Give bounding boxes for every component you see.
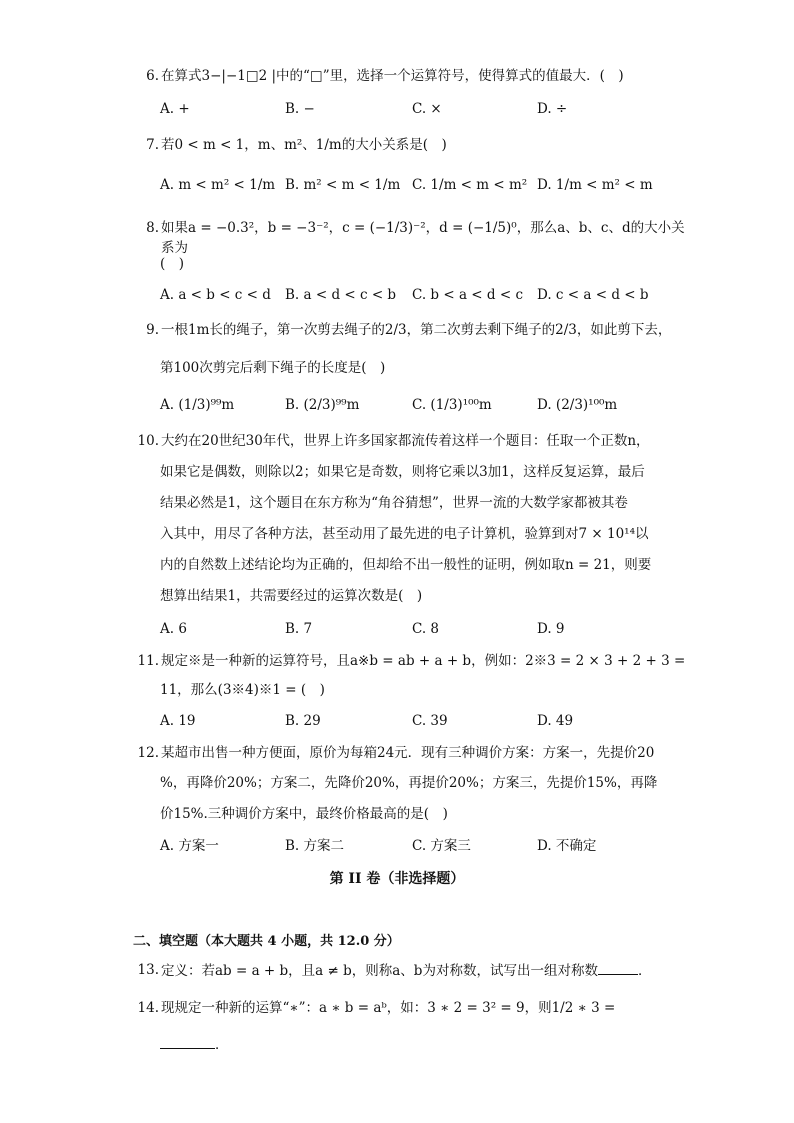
question-number: 11. — [137, 653, 159, 669]
question-number: 9. — [146, 322, 159, 338]
option-c: C. 方案三 — [412, 838, 471, 854]
question-text-cont: %，再降价20%；方案二，先降价20%，再提价20%；方案三，先提价15%，再降 — [160, 775, 658, 791]
question-text-cont: 如果它是偶数，则除以2；如果它是奇数，则将它乘以3加1，这样反复运算，最后 — [160, 464, 645, 480]
question-text: 在算式3−|−1□2 |中的“□”里，选择一个运算符号，使得算式的值最大．( ) — [161, 68, 624, 84]
question-line — [161, 960, 691, 981]
question-text: 大约在20世纪30年代，世界上许多国家都流传着这样一个题目：任取一个正数n， — [161, 433, 650, 449]
option-b: B. 方案二 — [285, 838, 345, 854]
question-number: 10. — [137, 433, 159, 449]
option-a: A. a < b < c < d — [160, 287, 271, 303]
question-text: 规定※是一种新的运算符号，且a※b = ab + a + b，例如：2※3 = 2 × 3 + 2 + 3 = — [161, 653, 686, 669]
option-b: B. 7 — [285, 621, 313, 637]
question-text-cont: 内的自然数上述结论均为正确的，但却给不出一般性的证明，例如取n = 21，则要 — [160, 557, 652, 573]
option-a: A. 6 — [160, 621, 187, 637]
question-text: 若0 < m < 1，m、m²、1/m的大小关系是( ) — [161, 137, 447, 153]
question-text: 某超市出售一种方便面，原价为每箱24元．现有三种调价方案：方案一，先提价20 — [161, 745, 655, 761]
question-text-cont: 11，那么(3※4)※1 = ( ) — [160, 682, 325, 698]
section-heading: 二、填空题（本大题共 4 小题，共 12.0 分） — [133, 934, 400, 949]
option-b: B. m² < m < 1/m — [285, 177, 401, 193]
option-d: D. 1/m < m² < m — [537, 177, 653, 193]
option-a: A. 19 — [160, 713, 196, 729]
option-c: C. 8 — [412, 621, 440, 637]
question-end: ． — [215, 1037, 229, 1053]
question-end: ． — [637, 963, 652, 979]
option-c: C. 39 — [412, 713, 448, 729]
question-text: 如果a = −0.3²，b = −3⁻²，c = (−1/3)⁻²，d = (−1/5)⁰，那么a、b、c、d的大小关系为 — [161, 220, 685, 256]
question-number: 6. — [146, 68, 159, 84]
option-d: D. 9 — [537, 621, 565, 637]
option-c: C. × — [412, 101, 442, 117]
question-text: 一根1m长的绳子，第一次剪去绳子的2/3，第二次剪去剩下绳子的2/3，如此剪下去， — [161, 322, 672, 338]
answer-blank[interactable] — [160, 1034, 215, 1049]
option-b: B. 29 — [285, 713, 321, 729]
option-d: D. c < a < d < b — [537, 287, 649, 303]
option-b: B. (2/3)⁹⁹m — [285, 397, 360, 413]
question-number: 13. — [137, 962, 159, 978]
question-text: 定义：若ab = a + b，且a ≠ b，则称a、b为对称数，试写出一组对称数 — [161, 963, 598, 979]
option-b: B. a < d < c < b — [285, 287, 397, 303]
option-d: D. ÷ — [537, 101, 568, 117]
question-text-cont: 结果必然是1，这个题目在东方称为“角谷猜想”，世界一流的大数学家都被其卷 — [160, 495, 628, 511]
option-d: D. (2/3)¹⁰⁰m — [537, 397, 618, 413]
question-text-cont: ( ) — [160, 256, 185, 272]
option-a: A. + — [160, 101, 190, 117]
option-a: A. 方案一 — [160, 838, 219, 854]
question-text-cont: 入其中，用尽了各种方法，甚至动用了最先进的电子计算机，验算到对7 × 10¹⁴以 — [160, 526, 649, 542]
option-d: D. 49 — [537, 713, 574, 729]
question-text-cont: 第100次剪完后剩下绳子的长度是( ) — [160, 360, 386, 376]
option-c: C. 1/m < m < m² — [412, 177, 528, 193]
option-c: C. b < a < d < c — [412, 287, 524, 303]
option-b: B. − — [285, 101, 315, 117]
answer-line — [160, 1034, 660, 1055]
option-a: A. m < m² < 1/m — [160, 177, 276, 193]
question-number: 14. — [137, 1000, 159, 1016]
option-a: A. (1/3)⁹⁹m — [160, 397, 235, 413]
part-heading: 第 II 卷（非选择题） — [329, 871, 465, 887]
question-number: 8. — [146, 220, 159, 236]
question-text-cont: 想算出结果1，共需要经过的运算次数是( ) — [160, 588, 423, 604]
answer-blank[interactable] — [598, 960, 638, 975]
option-d: D. 不确定 — [537, 838, 597, 854]
question-text: 现规定一种新的运算“∗”：a ∗ b = aᵇ，如：3 ∗ 2 = 3² = 9，则1/2 ∗ 3 = — [161, 1000, 616, 1016]
option-c: C. (1/3)¹⁰⁰m — [412, 397, 492, 413]
question-text-cont: 价15%.三种调价方案中，最终价格最高的是( ) — [160, 806, 448, 822]
question-number: 7. — [146, 137, 159, 153]
question-number: 12. — [137, 745, 159, 761]
